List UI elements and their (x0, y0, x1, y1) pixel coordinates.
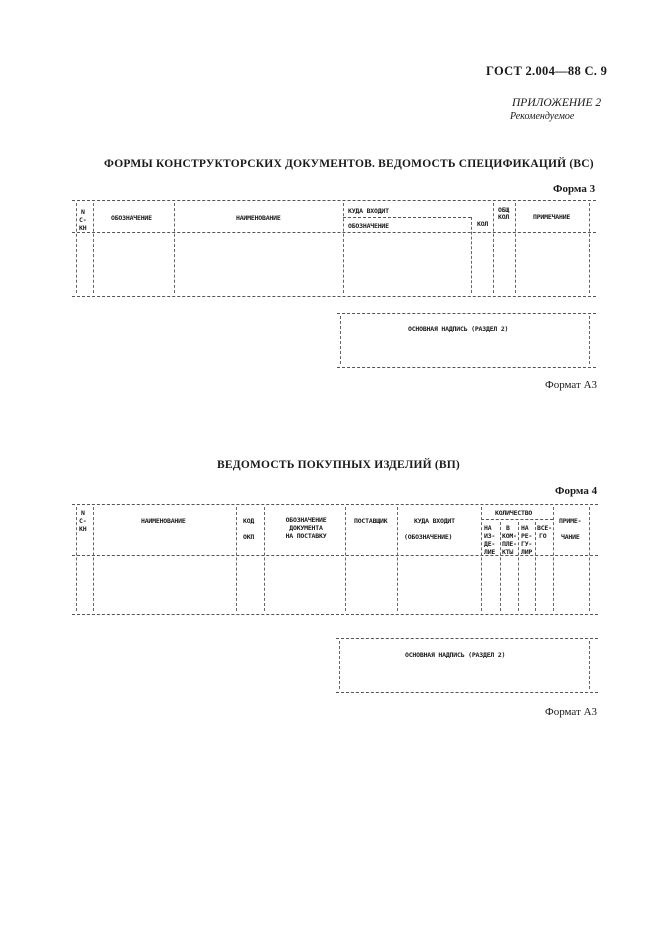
f4-col-doc-2: ДОКУМЕНТА (289, 524, 323, 532)
f3-col-name: НАИМЕНОВАНИЕ (236, 214, 281, 222)
f3-col-c: С- (79, 216, 87, 224)
f4-sub1-line1: НА (484, 524, 492, 532)
form4-title: ВЕДОМОСТЬ ПОКУПНЫХ ИЗДЕЛИЙ (ВП) (217, 459, 460, 471)
appendix-label: ПРИЛОЖЕНИЕ 2 (512, 97, 602, 109)
form4-label: Форма 4 (555, 485, 598, 497)
f4-col-where: КУДА ВХОДИТ (414, 517, 455, 525)
f3-col-where: КУДА ВХОДИТ (348, 207, 389, 215)
f3-col-note: ПРИМЕЧАНИЕ (533, 213, 571, 221)
form4-format: Формат А3 (545, 706, 598, 718)
f4-col-where-designation: (ОБОЗНАЧЕНИЕ) (404, 533, 453, 541)
form3-format: Формат А3 (545, 379, 598, 391)
f3-col-n: N (81, 208, 85, 216)
f4-sub2-line2: КОМ- (502, 532, 517, 540)
f4-sub1-line2: ИЗ- (484, 532, 496, 540)
f4-col-qty: КОЛИЧЕСТВО (495, 509, 533, 517)
f3-col-total: ОБЩ (498, 206, 510, 214)
f4-col-okp: ОКП (243, 533, 255, 541)
f4-sub3-line4: ЛИР (521, 548, 533, 556)
f4-col-name: НАИМЕНОВАНИЕ (141, 517, 186, 525)
f3-col-where-designation: ОБОЗНАЧЕНИЕ (348, 222, 389, 230)
f3-col-qty-top: КОЛ (498, 213, 510, 221)
f4-col-code: КОД (243, 517, 255, 525)
f3-col-kn: КН (79, 224, 87, 232)
f4-sub3-line3: ГУ- (521, 540, 533, 548)
f4-col-note-1: ПРИМЕ- (559, 517, 582, 525)
f4-sub4-line2: ГО (539, 532, 547, 540)
f4-sub3-line1: НА (521, 524, 529, 532)
f4-sub2-line3: ПЛЕ- (502, 540, 517, 548)
f4-sub4-line1: ВСЕ- (537, 524, 552, 532)
f4-col-doc-3: НА ПОСТАВКУ (285, 532, 327, 540)
f4-col-c: С- (79, 517, 87, 525)
f4-sub2-line1: В (506, 524, 510, 532)
f4-col-kn: КН (79, 525, 87, 533)
f4-sub1-line4: ЛИЕ (484, 548, 496, 556)
form3-label: Форма 3 (553, 183, 596, 195)
standard-number: ГОСТ 2.004—88 С. 9 (486, 64, 608, 78)
f4-col-n: N (81, 509, 85, 517)
form4-stamp-text: ОСНОВНАЯ НАДПИСЬ (РАЗДЕЛ 2) (405, 651, 506, 659)
form3-stamp-text: ОСНОВНАЯ НАДПИСЬ (РАЗДЕЛ 2) (408, 325, 509, 333)
f3-col-qty: КОЛ (477, 220, 489, 228)
form3-title: ФОРМЫ КОНСТРУКТОРСКИХ ДОКУМЕНТОВ. ВЕДОМОСТЬ СПЕЦИФИКАЦИЙ (ВС) (104, 158, 594, 170)
f4-col-supplier: ПОСТАВЩИК (354, 517, 388, 525)
f4-sub2-line4: КТЫ (502, 548, 514, 556)
f3-col-designation: ОБОЗНАЧЕНИЕ (111, 214, 152, 222)
f4-sub1-line3: ДЕ- (484, 540, 496, 548)
f4-col-note-2: ЧАНИЕ (561, 533, 580, 541)
f4-sub3-line2: РЕ- (521, 532, 533, 540)
recommended-label: Рекомендуемое (510, 111, 575, 122)
f4-col-doc-1: ОБОЗНАЧЕНИЕ (285, 516, 327, 524)
